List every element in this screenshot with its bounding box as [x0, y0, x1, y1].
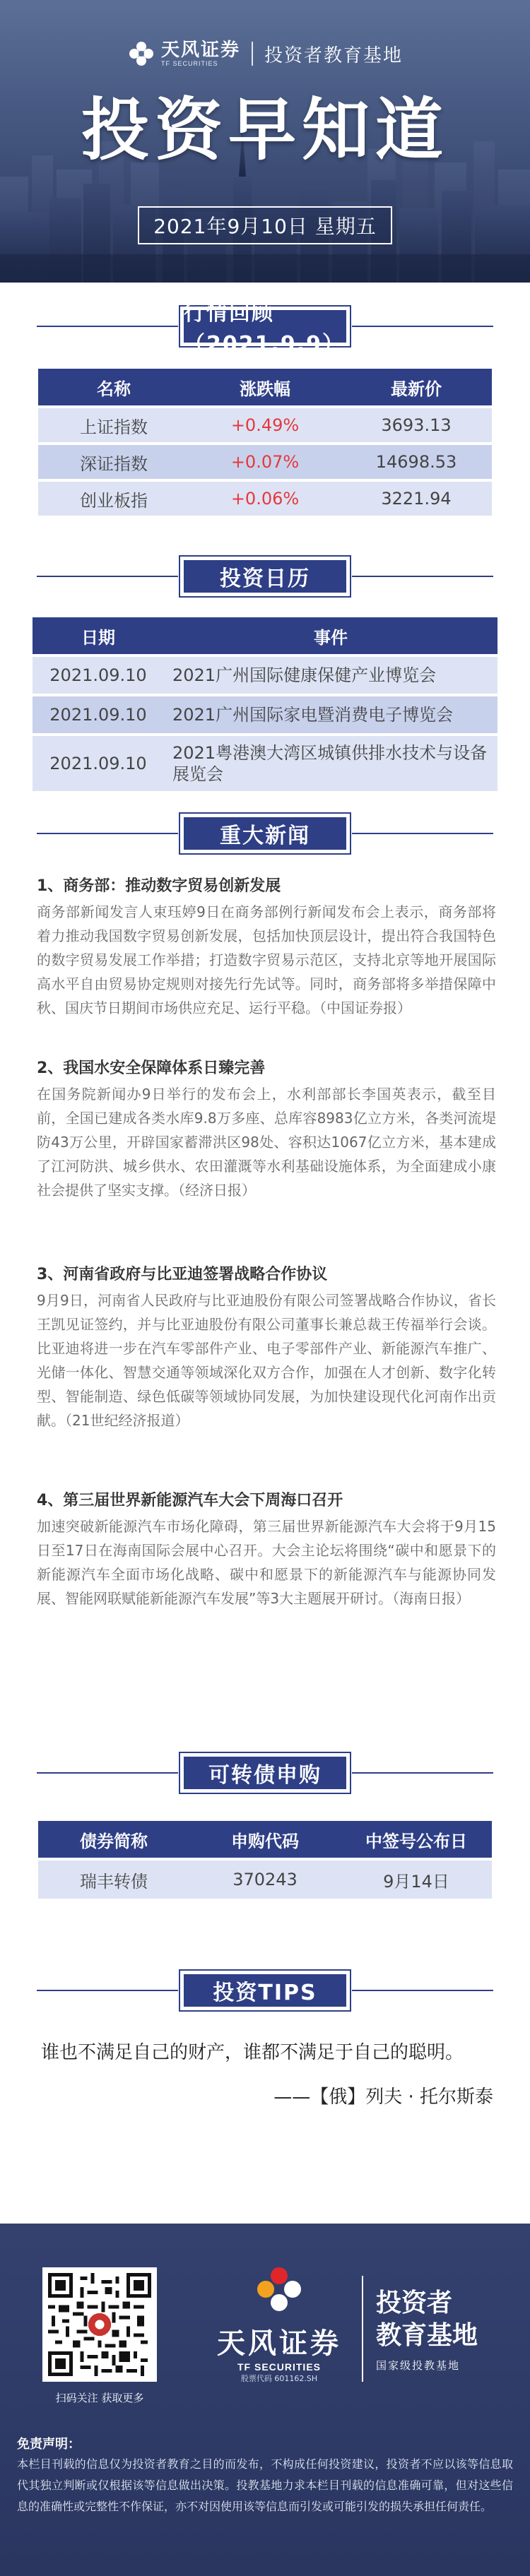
table-row [33, 696, 497, 733]
brand-row [0, 40, 530, 68]
column-header-name: 名称 [38, 369, 189, 405]
index-price: 3693.13 [341, 408, 492, 442]
section-title: 可转债申购 [184, 1757, 346, 1789]
footer-level: 国家级投教基地 [376, 2359, 461, 2372]
section-title: 投资TIPS [184, 1974, 346, 2007]
news-title: 3、河南省政府与比亚迪签署战略合作协议 [37, 1266, 328, 1283]
brand-logo [127, 40, 240, 68]
divider [352, 833, 493, 834]
tf-flower-icon [127, 40, 155, 68]
column-header-code: 申购代码 [189, 1821, 341, 1858]
brand-en: TF SECURITIES [160, 60, 218, 67]
calendar-section-header [0, 555, 530, 598]
section-pill [179, 1969, 351, 2012]
date-badge: 2021年9月10日 星期五 [138, 206, 392, 244]
divider [352, 1990, 493, 1991]
index-change: +0.49% [189, 408, 341, 442]
tf-flower-logo-icon [254, 2265, 304, 2314]
bond-table [38, 1818, 492, 1901]
brand-name: 天风证券 [160, 40, 240, 61]
qr-caption: 扫码关注 获取更多 [55, 2392, 144, 2404]
section-title: 行情回顾（2021.9.9） [184, 301, 346, 357]
event-name: 2021广州国际健康保健产业博览会 [164, 657, 497, 694]
table-row [38, 1860, 492, 1899]
divider [352, 576, 493, 577]
table-header-row [33, 617, 497, 654]
table-header-row [38, 1821, 492, 1858]
news-item [37, 874, 496, 1020]
bond-section-header [0, 1752, 530, 1794]
event-date: 2021.09.10 [33, 696, 164, 733]
brand-base-name: 投资者教育基地 [264, 44, 404, 66]
table-row [33, 736, 497, 791]
tips-author: ——【俄】列夫 · 托尔斯泰 [273, 2087, 493, 2108]
column-header-event: 事件 [164, 617, 497, 654]
bond-date: 9月14日 [341, 1860, 492, 1899]
table-row [38, 408, 492, 442]
qr-code[interactable] [42, 2267, 157, 2382]
market-table [38, 366, 492, 518]
bond-name: 瑞丰转债 [38, 1860, 189, 1899]
footer-brand [205, 2265, 353, 2384]
event-name: 2021粤港澳大湾区城镇供排水技术与设备展览会 [164, 736, 497, 791]
index-change: +0.07% [189, 445, 341, 479]
divider [37, 576, 178, 577]
index-price: 14698.53 [341, 445, 492, 479]
news-body: 商务部新闻发言人束珏婷9日在商务部例行新闻发布会上表示，商务部将着力推动我国数字贸易创新发展，包括加快顶层设计，提出符合我国特色的数字贸易发展工作举措；打造数字贸易示范区，支持北京等地开展国际高水平自由贸易协定规则对接先行先试等。同时，商务部将多举措保障中秋、国庆节日期间市场供应充足、运行平稳。（中国证券报） [37, 903, 496, 1016]
column-header-date: 中签号公布日 [341, 1821, 492, 1858]
section-pill [179, 1752, 351, 1794]
footer-brand-en: TF SECURITIES [237, 2361, 321, 2373]
divider [37, 1990, 178, 1991]
footer [0, 2224, 530, 2576]
news-item [37, 1057, 496, 1202]
table-row [38, 482, 492, 516]
divider [352, 1772, 493, 1774]
tips-quote: 谁也不满足自己的财产，谁都不满足于自己的聪明。 [41, 2042, 464, 2063]
table-header-row [38, 369, 492, 405]
table-row [38, 445, 492, 479]
divider [37, 326, 178, 327]
index-name: 创业板指 [38, 482, 189, 516]
news-title: 4、第三届世界新能源汽车大会下周海口召开 [37, 1492, 343, 1509]
calendar-table [33, 615, 497, 794]
news-item [37, 1263, 496, 1432]
index-name: 上证指数 [38, 408, 189, 442]
event-date: 2021.09.10 [33, 657, 164, 694]
column-header-change: 涨跌幅 [189, 369, 341, 405]
section-pill [179, 301, 351, 357]
footer-brand-name: 天风证券 [217, 2327, 341, 2360]
footer-base-line1: 投资者 [376, 2289, 453, 2317]
disclaimer-title: 免责声明： [17, 2437, 81, 2452]
news-body: 在国务院新闻办9日举行的发布会上，水利部部长李国英表示，截至目前，全国已建成各类水库9.8万多座、总库容8983亿立方米，各类河流堤防43万公里，开辟国家蓄滞洪区98处、容积达1067亿立方米，基本建成了江河防洪、城乡供水、农田灌溉等水利基础设施体系，为全面建成小康社会提供了坚实支撑。（经济日报） [37, 1086, 496, 1199]
divider [37, 833, 178, 834]
column-header-bond-name: 债券简称 [38, 1821, 189, 1858]
footer-divider [362, 2276, 363, 2382]
news-body: 9月9日，河南省人民政府与比亚迪股份有限公司签署战略合作协议，省长王凯见证签约，并与比亚迪股份有限公司董事长兼总裁王传福举行会谈。比亚迪将进一步在汽车零部件产业、电子零部件产业、新能源汽车推广、光储一体化、智慧交通等领域深化双方合作，加强在人才创新、数字化转型、智能制造、绿色低碳等领域协同发展，为加快建设现代化河南作出贡献。（21世纪经济报道） [37, 1292, 496, 1429]
divider [37, 1772, 178, 1774]
section-title: 投资日历 [184, 560, 346, 593]
event-name: 2021广州国际家电暨消费电子博览会 [164, 696, 497, 733]
footer-base-line2: 教育基地 [376, 2321, 478, 2350]
column-header-price: 最新价 [341, 369, 492, 405]
bond-code: 370243 [189, 1860, 341, 1899]
divider [352, 326, 493, 327]
page-title: 投资早知道 [81, 90, 449, 170]
event-date: 2021.09.10 [33, 736, 164, 791]
tips-section-header [0, 1969, 530, 2012]
section-pill [179, 812, 351, 855]
index-change: +0.06% [189, 482, 341, 516]
section-title: 重大新闻 [184, 817, 346, 850]
section-pill [179, 555, 351, 598]
header-banner [0, 0, 530, 283]
disclaimer-text: 本栏目刊载的信息仅为投资者教育之目的而发布，不构成任何投资建议，投资者不应以该等信息取代其独立判断或仅根据该等信息做出决策。投教基地力求本栏目刊载的信息准确可靠，但对这些信息的准确性或完整性不作保证，亦不对因使用该等信息而引发或可能引发的损失承担任何责任。 [17, 2457, 513, 2513]
news-title: 1、商务部：推动数字贸易创新发展 [37, 877, 281, 895]
news-item [37, 1489, 496, 1610]
news-section-header [0, 812, 530, 855]
brand-separator [252, 42, 253, 66]
index-name: 深证指数 [38, 445, 189, 479]
news-title: 2、我国水安全保障体系日臻完善 [37, 1060, 266, 1077]
qr-code-icon [48, 2273, 151, 2376]
footer-base [376, 2287, 510, 2373]
table-row [33, 657, 497, 694]
footer-stock-code: 股票代码 601162.SH [240, 2374, 318, 2383]
news-body: 加速突破新能源汽车市场化障碍，第三届世界新能源汽车大会将于9月15日至17日在海南国际会展中心召开。大会主论坛将围绕“碳中和愿景下的新能源汽车全面市场化战略、碳中和愿景下的新能源汽车与能源协同发展、智能网联赋能新能源汽车发展”等3大主题展开研讨。（海南日报） [37, 1518, 496, 1607]
column-header-date: 日期 [33, 617, 164, 654]
index-price: 3221.94 [341, 482, 492, 516]
market-section-header [0, 301, 530, 357]
